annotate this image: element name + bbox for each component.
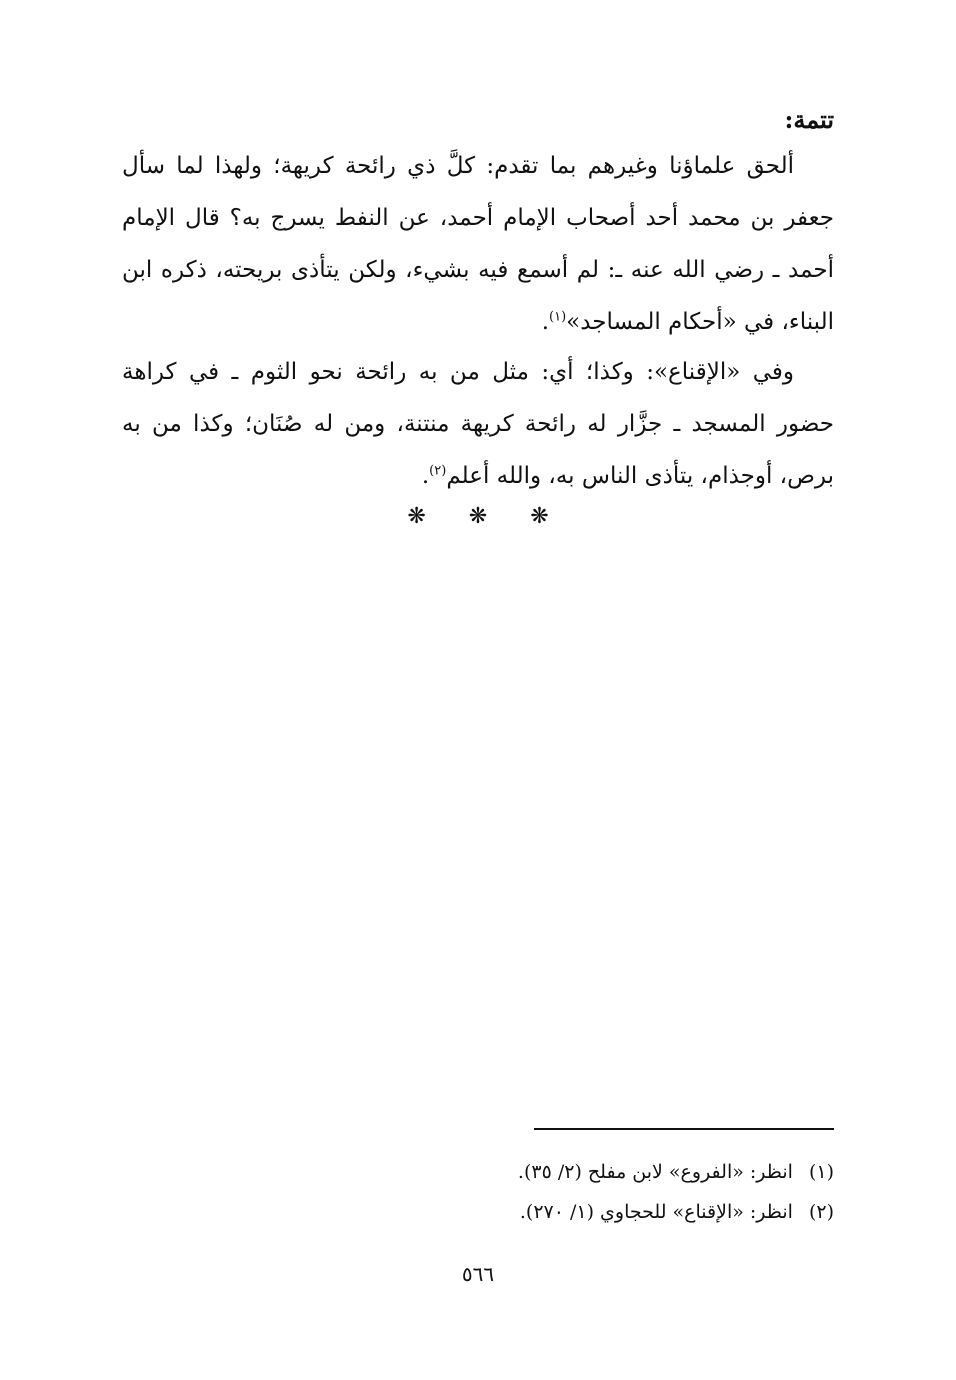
footnote-text: انظر: «الإقناع» للحجاوي (١/ ٢٧٠). [519, 1201, 793, 1223]
footnote-text: انظر: «الفروع» لابن مفلح (٢/ ٣٥). [517, 1161, 793, 1183]
body-paragraph [122, 140, 834, 348]
paragraph-end-mark: . [541, 309, 550, 335]
paragraph-text: وفي «الإقناع»: وكذا؛ أي: مثل من به رائحة نحو الثوم ـ في كراهة حضور المسجد ـ جزَّار له رائحة كريهة منتنة، ومن له صُنَان؛ وكذا من به برص، أوجذام، يتأذى الناس به، والله أعلم [122, 359, 834, 489]
footnotes [122, 1152, 834, 1232]
body-paragraph [122, 346, 834, 502]
page-number: ٥٦٦ [461, 1262, 495, 1286]
footnote-number: (٢) [808, 1201, 834, 1223]
section-heading: تتمة: [784, 105, 834, 134]
asterism-star: ❋ [530, 504, 549, 529]
paragraph-text: ألحق علماؤنا وغيرهم بما تقدم: كلَّ ذي رائحة كريهة؛ ولهذا لما سأل جعفر بن محمد أحد أصحاب الإمام أحمد، عن النفط يسرج به؟ قال الإمام أحمد ـ رضي الله عنه ـ: لم أسمع فيه بشيء، ولكن يتأذى بريحته، ذكره ابن البناء، في «أحكام المساجد» [122, 153, 834, 335]
asterism-star: ❋ [407, 504, 426, 529]
footnote-reference: (٢) [429, 463, 447, 479]
footnote-divider [534, 1128, 834, 1130]
footnote-reference: (١) [549, 309, 567, 325]
footnote [122, 1152, 834, 1192]
footnote-number: (١) [808, 1161, 834, 1183]
paragraph-end-mark: . [421, 463, 430, 489]
section-separator [0, 504, 956, 529]
footnote [122, 1192, 834, 1232]
asterism-star: ❋ [468, 504, 488, 529]
